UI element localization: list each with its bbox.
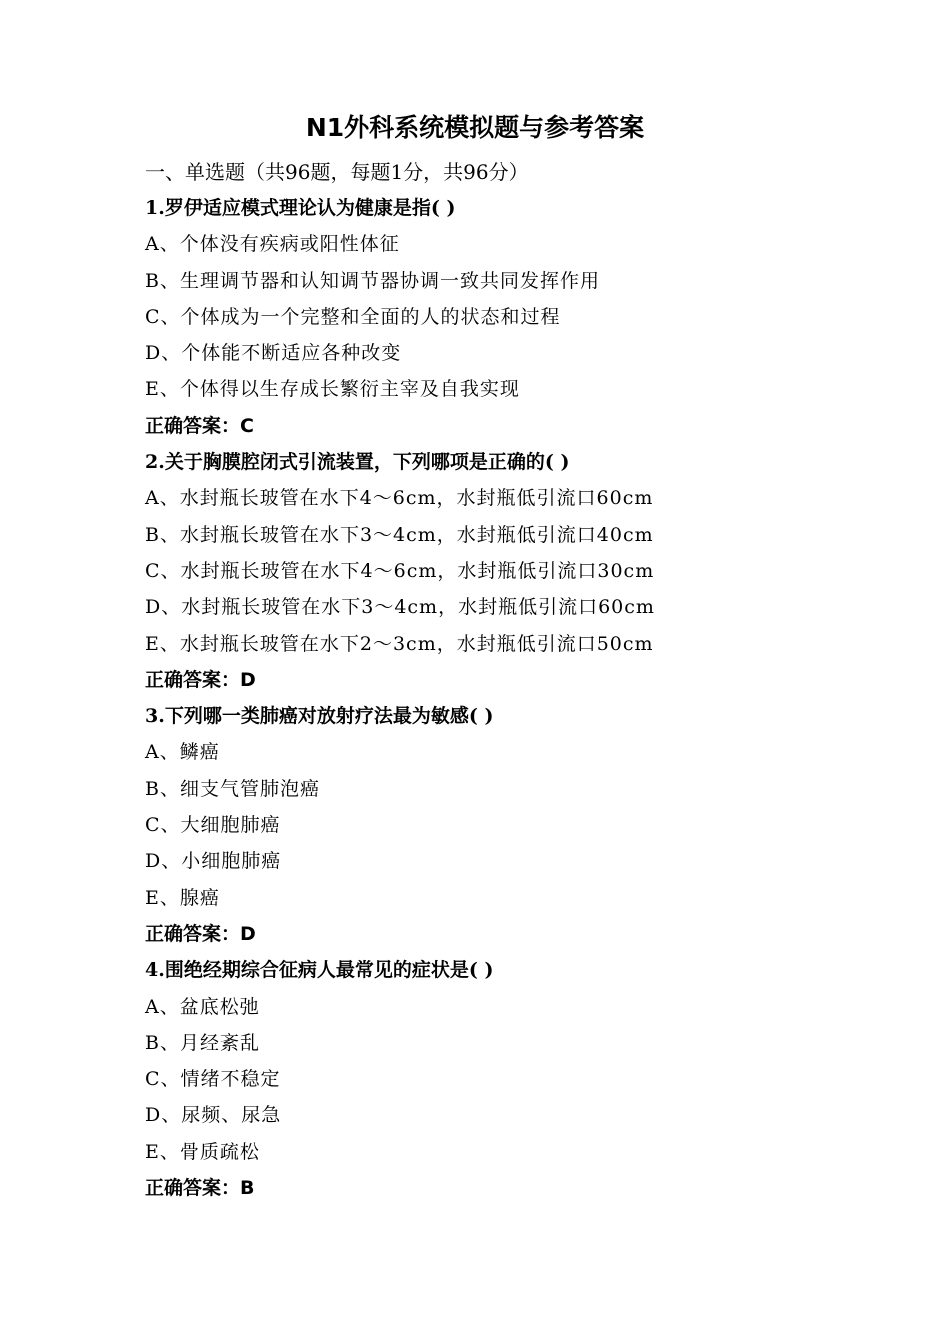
question-stem: 3.下列哪一类肺癌对放射疗法最为敏感( ) (145, 705, 494, 728)
answer-value: D (240, 922, 256, 945)
answer-line (145, 916, 845, 952)
option-d: D、个体能不断适应各种改变 (145, 342, 402, 365)
option-e: E、腺癌 (145, 886, 220, 909)
page-title: N1外科系统模拟题与参考答案 (305, 113, 645, 142)
option-c: C、个体成为一个完整和全面的人的状态和过程 (145, 305, 561, 328)
option-a: A、水封瓶长玻管在水下4～6cm，水封瓶低引流口60cm (145, 487, 654, 510)
option-b: B、细支气管肺泡癌 (145, 777, 320, 800)
option-b: B、生理调节器和认知调节器协调一致共同发挥作用 (145, 269, 600, 292)
option-a: A、个体没有疾病或阳性体征 (145, 233, 400, 256)
option-d: D、水封瓶长玻管在水下3～4cm，水封瓶低引流口60cm (145, 596, 655, 619)
question-stem: 2.关于胸膜腔闭式引流装置，下列哪项是正确的( ) (145, 451, 570, 474)
answer-prefix: 正确答案： (145, 668, 241, 691)
answer-prefix: 正确答案： (145, 414, 241, 437)
question-1 (145, 190, 845, 444)
question-stem: 4.围绝经期综合征病人最常见的症状是( ) (145, 959, 494, 982)
option-c: C、大细胞肺癌 (145, 814, 281, 837)
answer-line (145, 662, 845, 698)
answer-prefix: 正确答案： (145, 1177, 241, 1200)
answer-value: D (240, 668, 256, 691)
option-e: E、骨质疏松 (145, 1140, 260, 1163)
option-a: A、盆底松弛 (145, 995, 260, 1018)
option-e: E、水封瓶长玻管在水下2～3cm，水封瓶低引流口50cm (145, 632, 654, 655)
option-b: B、水封瓶长玻管在水下3～4cm，水封瓶低引流口40cm (145, 523, 654, 546)
section-heading: 一、单选题（共96题，每题1分，共96分） (145, 160, 529, 184)
option-d: D、尿频、尿急 (145, 1104, 282, 1127)
question-2 (145, 444, 845, 698)
option-b: B、月经紊乱 (145, 1031, 260, 1054)
answer-line (145, 408, 845, 444)
option-e: E、个体得以生存成长繁衍主宰及自我实现 (145, 378, 520, 401)
question-3 (145, 698, 845, 952)
answer-line (145, 1170, 845, 1206)
question-4 (145, 952, 845, 1206)
answer-value: C (240, 414, 254, 437)
answer-prefix: 正确答案： (145, 922, 241, 945)
option-c: C、水封瓶长玻管在水下4～6cm，水封瓶低引流口30cm (145, 559, 655, 582)
option-d: D、小细胞肺癌 (145, 850, 282, 873)
question-stem: 1.罗伊适应模式理论认为健康是指( ) (145, 197, 456, 219)
question-list (145, 190, 845, 1206)
answer-value: B (240, 1177, 255, 1200)
option-c: C、情绪不稳定 (145, 1068, 281, 1091)
option-a: A、鳞癌 (145, 741, 220, 764)
